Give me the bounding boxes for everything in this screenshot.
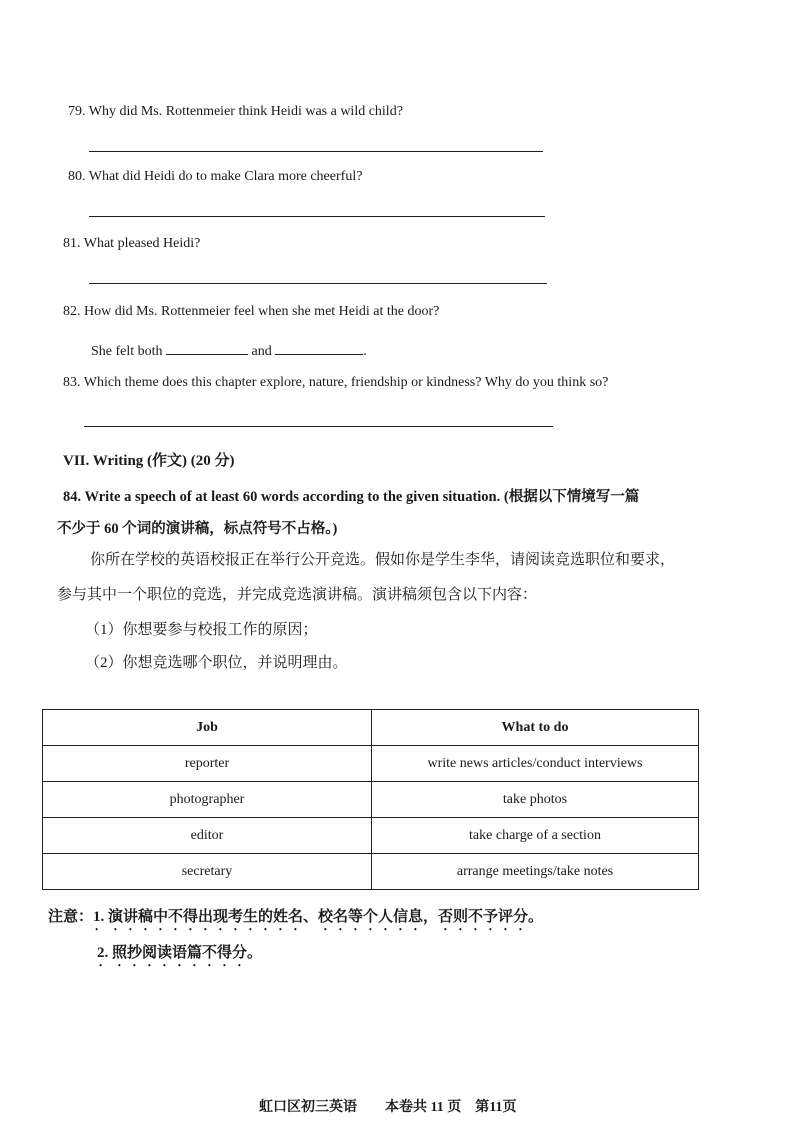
task-cell: write news articles/conduct interviews [372, 746, 699, 782]
job-table [42, 709, 699, 890]
table-header-row [43, 710, 699, 746]
page-footer: 虹口区初三英语 本卷共 11 页 第11页 [259, 1100, 517, 1115]
situation-line2: 参与其中一个职位的竞选，并完成竞选演讲稿。演讲稿须包含以下内容： [57, 587, 538, 603]
writing-heading: VII. Writing (作文) (20 分) [63, 453, 235, 469]
question-82: 82. How did Ms. Rottenmeier feel when she met Heidi at the door? [63, 304, 440, 319]
question-83: 83. Which theme does this chapter explore, nature, friendship or kindness? Why do you think so? [63, 375, 609, 390]
table-row [43, 854, 699, 890]
question-79: 79. Why did Ms. Rottenmeier think Heidi was a wild child? [68, 104, 403, 119]
task-cell: arrange meetings/take notes [372, 854, 699, 890]
table-row [43, 818, 699, 854]
note-1-text: 1. 演讲稿中不得出现考生的姓名、校名等个人信息，否则不予评分。 [93, 909, 544, 925]
question-80: 80. What did Heidi do to make Clara more cheerful? [68, 169, 363, 184]
job-cell: editor [43, 818, 372, 854]
situation-line1: 你所在学校的英语校报正在举行公开竞选。假如你是学生李华，请阅读竞选职位和要求， [90, 552, 676, 568]
question-82-sentence [91, 340, 367, 360]
q84-instruction-line2: 不少于 60 个词的演讲稿，标点符号不占格。) [57, 521, 338, 537]
task-cell: take photos [372, 782, 699, 818]
answer-line-81[interactable] [89, 283, 547, 284]
notes-label: 注意： [48, 909, 94, 925]
job-cell: photographer [43, 782, 372, 818]
table-row [43, 746, 699, 782]
q82-and: and [251, 344, 272, 359]
note-1 [48, 905, 543, 934]
question-81: 81. What pleased Heidi? [63, 236, 201, 251]
job-cell: secretary [43, 854, 372, 890]
header-what-to-do: What to do [372, 710, 699, 746]
answer-line-83[interactable] [84, 426, 553, 427]
q82-prefix: She felt both [91, 344, 163, 359]
q84-instruction-line1: 84. Write a speech of at least 60 words according to the given situation. (根据以下情境写一篇 [63, 489, 640, 505]
requirement-1: （1）你想要参与校报工作的原因； [85, 622, 318, 638]
table-row [43, 782, 699, 818]
job-cell: reporter [43, 746, 372, 782]
task-cell: take charge of a section [372, 818, 699, 854]
answer-line-80[interactable] [89, 216, 545, 217]
note-2: 2. 照抄阅读语篇不得分。 [97, 945, 263, 961]
q82-end: . [363, 344, 367, 359]
header-job: Job [43, 710, 372, 746]
q82-blank-2[interactable] [275, 340, 363, 355]
answer-line-79[interactable] [89, 151, 543, 152]
q82-blank-1[interactable] [166, 340, 248, 355]
requirement-2: （2）你想竞选哪个职位，并说明理由。 [85, 655, 348, 671]
